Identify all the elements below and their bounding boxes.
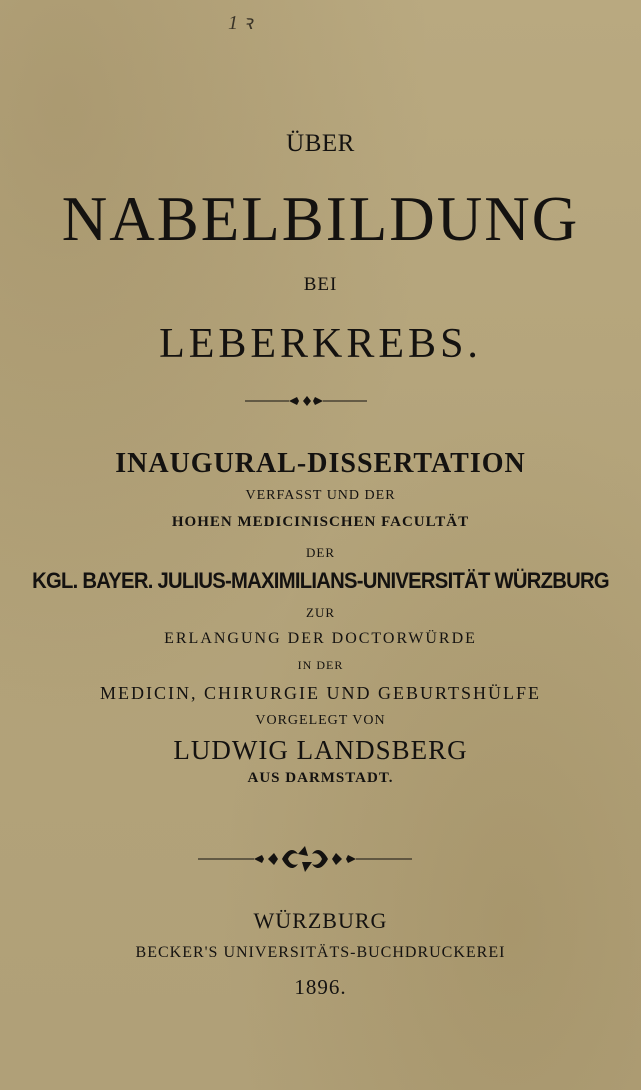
divider-ornament-large bbox=[198, 842, 412, 876]
text-in-der: IN DER bbox=[297, 658, 344, 672]
text-fields: MEDICIN, CHIRURGIE UND GEBURTSHÜLFE bbox=[100, 683, 541, 703]
main-title: NABELBILDUNG bbox=[61, 184, 580, 254]
text-verfasst: VERFASST UND DER bbox=[245, 488, 396, 503]
author-name: LUDWIG LANDSBERG bbox=[173, 735, 468, 765]
imprint-printer: BECKER'S UNIVERSITÄTS-BUCHDRUCKEREI bbox=[135, 944, 506, 961]
text-erlangung: ERLANGUNG DER DOCTORWÜRDE bbox=[164, 630, 477, 647]
handwritten-mark: 1 ꝛ bbox=[228, 12, 253, 34]
text-zur: ZUR bbox=[306, 605, 335, 620]
subject-title: LEBERKREBS. bbox=[159, 321, 482, 367]
text-vorgelegt: VORGELEGT VON bbox=[255, 713, 386, 728]
divider-ornament-small bbox=[245, 394, 367, 408]
university-name: KGL. BAYER. JULIUS-MAXIMILIANS-UNIVERSITÄT WÜRZBURG bbox=[32, 568, 609, 593]
text-faculty: HOHEN MEDICINISCHEN FACULTÄT bbox=[171, 514, 470, 530]
imprint-year: 1896. bbox=[294, 975, 347, 999]
pre-title: ÜBER bbox=[286, 130, 355, 157]
dissertation-heading: INAUGURAL-DISSERTATION bbox=[115, 448, 526, 479]
imprint-city: WÜRZBURG bbox=[253, 908, 388, 933]
title-connector: BEI bbox=[303, 274, 338, 295]
text-der: DER bbox=[306, 545, 335, 560]
author-origin: AUS DARMSTADT. bbox=[247, 770, 394, 786]
